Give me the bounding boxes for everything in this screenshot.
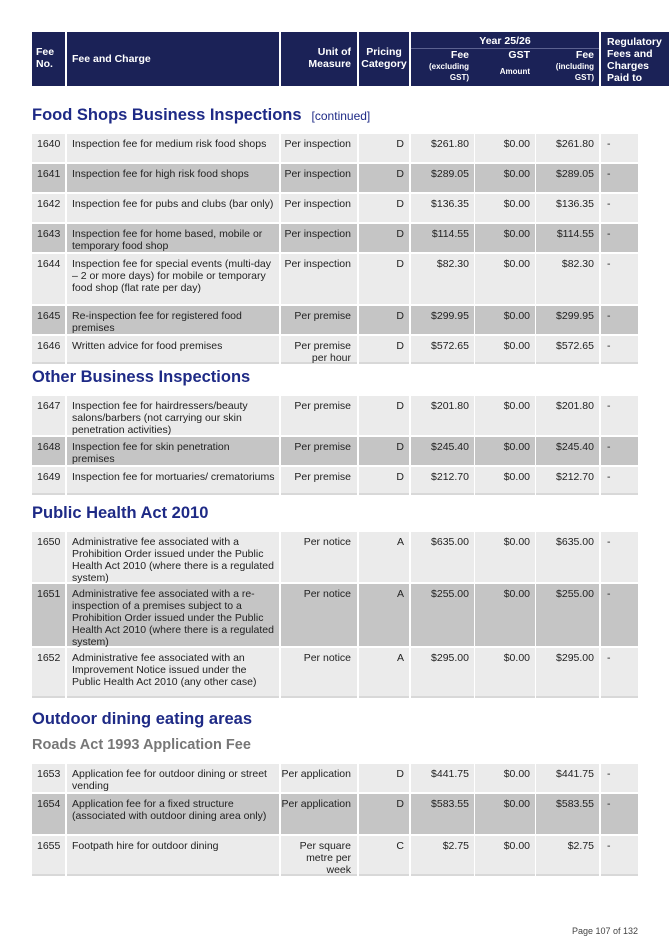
cell-desc: Inspection fee for home based, mobile or temporary food shop [67,224,279,252]
cell-gst: $0.00 [475,336,535,364]
cell-fee: $255.00 [411,584,474,646]
fee-table [32,396,638,497]
cell-unit: Per square metre per week [281,836,357,876]
cell-no: 1649 [32,467,65,495]
cell-unit: Per premise [281,467,357,495]
cell-pc: A [359,648,409,698]
cell-inc: $212.70 [536,467,599,495]
table-row [32,134,638,162]
cell-pc: D [359,467,409,495]
cell-inc: $261.80 [536,134,599,162]
cell-desc: Administrative fee associated with a re-inspection of a premises subject to a Prohibition Order issued under the Public Health Act 2010 (where there is a regulated system) [67,584,279,646]
cell-reg: - [601,194,638,222]
cell-gst: $0.00 [475,764,535,792]
cell-gst: $0.00 [475,584,535,646]
cell-fee: $572.65 [411,336,474,364]
cell-desc: Inspection fee for pubs and clubs (bar only) [67,194,279,222]
cell-no: 1640 [32,134,65,162]
cell-desc: Inspection fee for skin penetration premises [67,437,279,465]
cell-inc: $572.65 [536,336,599,364]
cell-inc: $635.00 [536,532,599,582]
cell-reg: - [601,224,638,252]
cell-unit: Per notice [281,532,357,582]
table-row [32,396,638,435]
cell-inc: $583.55 [536,794,599,834]
cell-reg: - [601,254,638,304]
cell-gst: $0.00 [475,437,535,465]
cell-no: 1655 [32,836,65,876]
cell-inc: $289.05 [536,164,599,192]
cell-pc: D [359,336,409,364]
table-row [32,254,638,304]
cell-no: 1646 [32,336,65,364]
cell-gst: $0.00 [475,467,535,495]
cell-no: 1643 [32,224,65,252]
cell-unit: Per notice [281,584,357,646]
cell-no: 1642 [32,194,65,222]
section-title: Food Shops Business Inspections [continued] [32,106,371,124]
cell-fee: $201.80 [411,396,474,435]
cell-fee: $136.35 [411,194,474,222]
table-row [32,764,638,792]
table-row [32,836,638,876]
cell-unit: Per inspection [281,254,357,304]
cell-desc: Written advice for food premises [67,336,279,364]
cell-no: 1644 [32,254,65,304]
cell-unit: Per premise [281,396,357,435]
cell-pc: D [359,134,409,162]
cell-no: 1654 [32,794,65,834]
cell-reg: - [601,396,638,435]
cell-pc: D [359,306,409,334]
cell-reg: - [601,467,638,495]
cell-reg: - [601,584,638,646]
cell-reg: - [601,306,638,334]
header-pricing: Pricing Category [359,32,409,86]
cell-reg: - [601,794,638,834]
cell-pc: D [359,194,409,222]
cell-inc: $245.40 [536,437,599,465]
cell-reg: - [601,764,638,792]
cell-desc: Administrative fee associated with a Prohibition Order issued under the Public Health Act 2010 (where there is a regulated system) [67,532,279,582]
cell-reg: - [601,134,638,162]
cell-pc: D [359,254,409,304]
cell-reg: - [601,648,638,698]
header-fee-incl: Fee (including GST) [555,49,594,82]
header-fee-excl: Fee (excluding GST) [428,49,469,82]
fee-table [32,764,638,878]
header-gst: GST Amount [499,49,530,76]
table-header [32,32,662,86]
cell-unit: Per premise per hour [281,336,357,364]
cell-inc: $201.80 [536,396,599,435]
cell-unit: Per application [281,794,357,834]
cell-reg: - [601,437,638,465]
cell-desc: Re-inspection fee for registered food premises [67,306,279,334]
table-row [32,467,638,495]
cell-no: 1652 [32,648,65,698]
cell-pc: A [359,584,409,646]
cell-inc: $114.55 [536,224,599,252]
cell-desc: Inspection fee for medium risk food shops [67,134,279,162]
cell-fee: $635.00 [411,532,474,582]
cell-inc: $2.75 [536,836,599,876]
cell-inc: $255.00 [536,584,599,646]
cell-desc: Application fee for outdoor dining or street vending [67,764,279,792]
cell-gst: $0.00 [475,134,535,162]
cell-unit: Per inspection [281,134,357,162]
cell-gst: $0.00 [475,396,535,435]
cell-gst: $0.00 [475,836,535,876]
cell-inc: $441.75 [536,764,599,792]
cell-fee: $289.05 [411,164,474,192]
cell-fee: $245.40 [411,437,474,465]
cell-no: 1650 [32,532,65,582]
cell-pc: D [359,437,409,465]
cell-unit: Per inspection [281,224,357,252]
cell-gst: $0.00 [475,254,535,304]
cell-reg: - [601,836,638,876]
table-row [32,224,638,252]
header-regulatory: Regulatory Fees and Charges Paid to [601,32,669,86]
cell-fee: $299.95 [411,306,474,334]
cell-desc: Administrative fee associated with an Improvement Notice issued under the Public Health Act 2010 (any other case) [67,648,279,698]
cell-gst: $0.00 [475,164,535,192]
header-fee-charge: Fee and Charge [67,32,279,86]
table-row [32,194,638,222]
cell-gst: $0.00 [475,224,535,252]
cell-pc: D [359,396,409,435]
cell-inc: $82.30 [536,254,599,304]
cell-desc: Inspection fee for hairdressers/beauty salons/barbers (not carrying our skin penetration activities) [67,396,279,435]
cell-desc: Application fee for a fixed structure (associated with outdoor dining area only) [67,794,279,834]
cell-fee: $441.75 [411,764,474,792]
cell-pc: A [359,532,409,582]
table-row [32,164,638,192]
cell-unit: Per premise [281,306,357,334]
cell-unit: Per notice [281,648,357,698]
cell-fee: $2.75 [411,836,474,876]
cell-gst: $0.00 [475,194,535,222]
cell-no: 1647 [32,396,65,435]
cell-desc: Footpath hire for outdoor dining [67,836,279,876]
section-subtitle: Roads Act 1993 Application Fee [32,737,251,753]
cell-reg: - [601,532,638,582]
cell-inc: $136.35 [536,194,599,222]
section-title: Public Health Act 2010 [32,504,209,522]
table-row [32,794,638,834]
cell-pc: D [359,164,409,192]
cell-gst: $0.00 [475,648,535,698]
cell-reg: - [601,164,638,192]
fee-table [32,134,638,366]
header-year-title: Year 25/26 [479,35,531,47]
cell-pc: D [359,764,409,792]
cell-no: 1641 [32,164,65,192]
header-fee-no: Fee No. [32,32,65,86]
table-row [32,306,638,334]
cell-pc: D [359,794,409,834]
cell-fee: $261.80 [411,134,474,162]
cell-desc: Inspection fee for high risk food shops [67,164,279,192]
cell-fee: $583.55 [411,794,474,834]
cell-desc: Inspection fee for mortuaries/ crematoriums [67,467,279,495]
continued-label: [continued] [311,109,371,123]
cell-desc: Inspection fee for special events (multi-day – 2 or more days) for mobile or temporary food shop (flat rate per day) [67,254,279,304]
cell-no: 1653 [32,764,65,792]
page-number: Page 107 of 132 [571,926,638,936]
cell-unit: Per premise [281,437,357,465]
cell-unit: Per inspection [281,194,357,222]
header-year [411,32,599,86]
cell-inc: $295.00 [536,648,599,698]
table-row [32,532,638,582]
cell-gst: $0.00 [475,532,535,582]
cell-inc: $299.95 [536,306,599,334]
cell-pc: D [359,224,409,252]
fee-table [32,532,638,700]
cell-no: 1651 [32,584,65,646]
cell-unit: Per inspection [281,164,357,192]
table-row [32,437,638,465]
header-unit: Unit of Measure [281,32,357,86]
cell-no: 1648 [32,437,65,465]
cell-no: 1645 [32,306,65,334]
section-title: Outdoor dining eating areas [32,710,253,728]
cell-gst: $0.00 [475,794,535,834]
cell-fee: $114.55 [411,224,474,252]
cell-fee: $295.00 [411,648,474,698]
table-row [32,648,638,698]
cell-fee: $82.30 [411,254,474,304]
cell-gst: $0.00 [475,306,535,334]
cell-unit: Per application [281,764,357,792]
cell-fee: $212.70 [411,467,474,495]
table-row [32,336,638,364]
cell-pc: C [359,836,409,876]
section-title: Other Business Inspections [32,368,251,386]
table-row [32,584,638,646]
cell-reg: - [601,336,638,364]
